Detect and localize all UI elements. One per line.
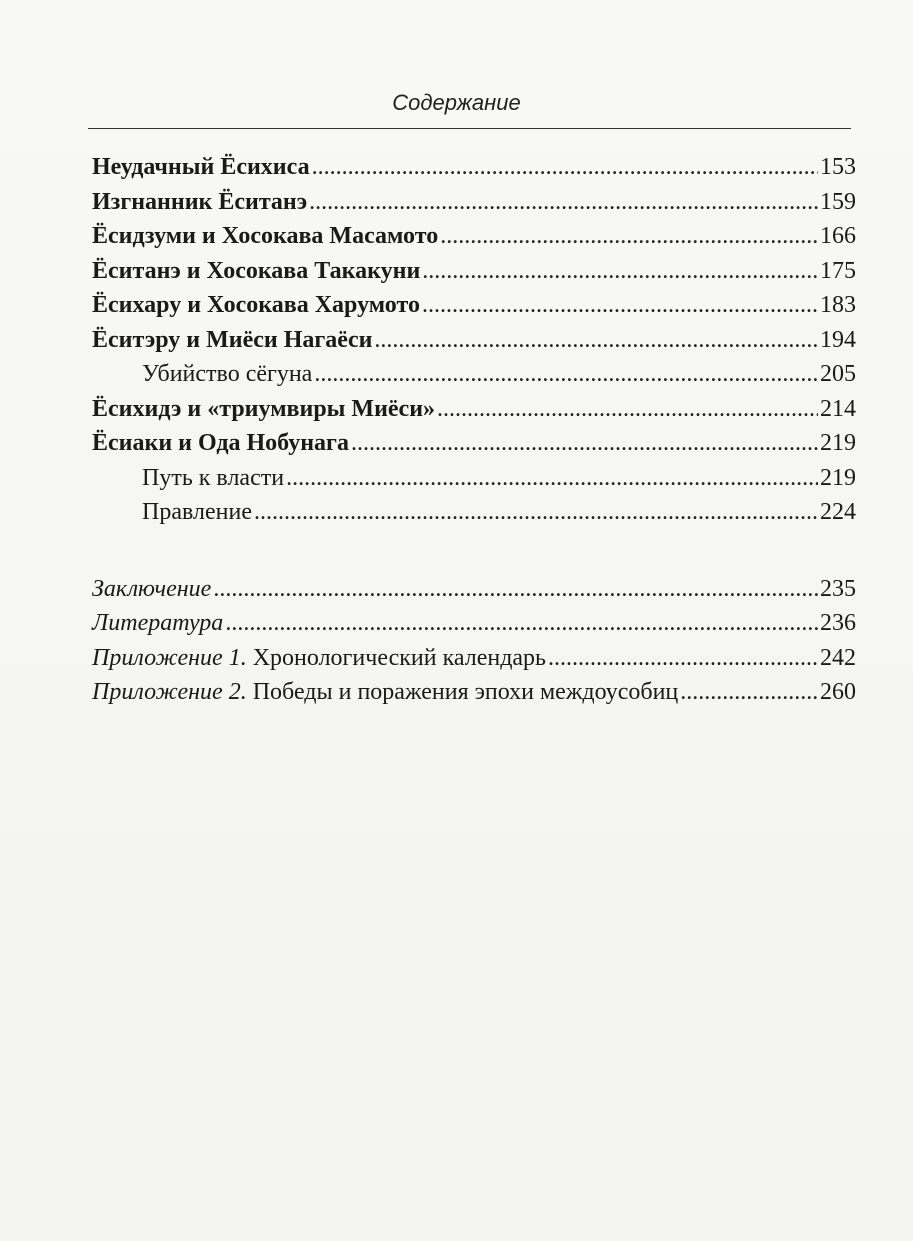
toc-entry-title: Неудачный Ёсихиса [92, 154, 310, 180]
toc-entry-page: 219 [820, 464, 856, 491]
toc-entry[interactable] [92, 185, 856, 220]
toc-back-matter-entry[interactable] [92, 606, 856, 641]
leader-dots [680, 675, 818, 710]
toc-back-matter-entry[interactable] [92, 641, 856, 676]
toc-entry-title [92, 572, 211, 607]
leader-dots [437, 392, 818, 427]
toc-entry-label: Литература [92, 610, 224, 636]
toc-entry[interactable] [92, 288, 856, 323]
toc-entry-title: Ёсихару и Хосокава Харумото [92, 292, 420, 318]
header-rule [88, 128, 851, 129]
toc-entry-page: 166 [820, 223, 856, 249]
leader-dots [286, 461, 818, 496]
toc-entry-page: 153 [820, 154, 856, 180]
toc-entry-page: 205 [820, 361, 856, 387]
toc-subentry[interactable] [92, 461, 856, 496]
toc-entry[interactable] [92, 150, 856, 185]
toc-entry-title: Правление [142, 499, 252, 525]
toc-entry-page: 236 [820, 610, 856, 636]
toc-entry-title: Ёсидзуми и Хосокава Масамото [92, 223, 439, 249]
toc-entry-title [92, 641, 546, 676]
leader-dots [314, 357, 818, 392]
toc-subentry[interactable] [92, 357, 856, 392]
toc-entry-label: Заключение [92, 575, 212, 602]
toc-entry-title: Убийство сёгуна [142, 361, 313, 387]
toc-entry-page: 260 [820, 679, 856, 705]
leader-dots [213, 572, 818, 607]
leader-dots [225, 606, 818, 641]
toc-entry-label: Приложение 2. [92, 679, 247, 705]
toc-entry-page: 175 [820, 257, 856, 284]
toc-entry-title: Ёсиаки и Ода Нобунага [92, 430, 349, 456]
toc-entry-text: Победы и поражения эпохи междоусобиц [246, 679, 679, 705]
toc-entry-page: 235 [820, 575, 856, 602]
toc-entry[interactable] [92, 254, 856, 289]
leader-dots [309, 185, 818, 220]
table-of-contents [92, 150, 856, 710]
toc-entry-page: 224 [820, 499, 856, 525]
leader-dots [422, 288, 818, 323]
toc-entry-page: 194 [820, 326, 856, 353]
toc-entry-title: Ёсихидэ и «триумвиры Миёси» [92, 395, 436, 422]
toc-entry[interactable] [92, 323, 856, 358]
toc-entry-title [92, 606, 223, 641]
toc-entry-label: Приложение 1. [92, 644, 247, 671]
toc-back-matter-entry[interactable] [92, 675, 856, 710]
leader-dots [374, 323, 818, 358]
toc-entry-page: 214 [820, 395, 856, 422]
toc-entry-page: 183 [820, 292, 856, 318]
toc-entry[interactable] [92, 219, 856, 254]
leader-dots [440, 219, 818, 254]
section-gap [92, 530, 856, 572]
toc-entry[interactable] [92, 426, 856, 461]
toc-entry-text: Хронологический календарь [246, 644, 547, 671]
leader-dots [351, 426, 818, 461]
toc-entry-title: Ёситанэ и Хосокава Такакуни [92, 257, 421, 284]
toc-entry[interactable] [92, 392, 856, 427]
leader-dots [422, 254, 818, 289]
toc-entry-page: 159 [820, 188, 856, 215]
leader-dots [254, 495, 818, 530]
toc-entry-title: Ёситэру и Миёси Нагаёси [92, 326, 373, 353]
running-head: Содержание [392, 90, 521, 115]
toc-subentry[interactable] [92, 495, 856, 530]
toc-back-matter-entry[interactable] [92, 572, 856, 607]
toc-entry-title: Изгнанник Ёситанэ [92, 188, 308, 215]
toc-entry-page: 242 [820, 644, 856, 671]
toc-entry-page: 219 [820, 430, 856, 456]
leader-dots [312, 150, 818, 185]
toc-entry-title [92, 675, 678, 710]
toc-entry-title: Путь к власти [142, 464, 285, 491]
leader-dots [548, 641, 818, 676]
